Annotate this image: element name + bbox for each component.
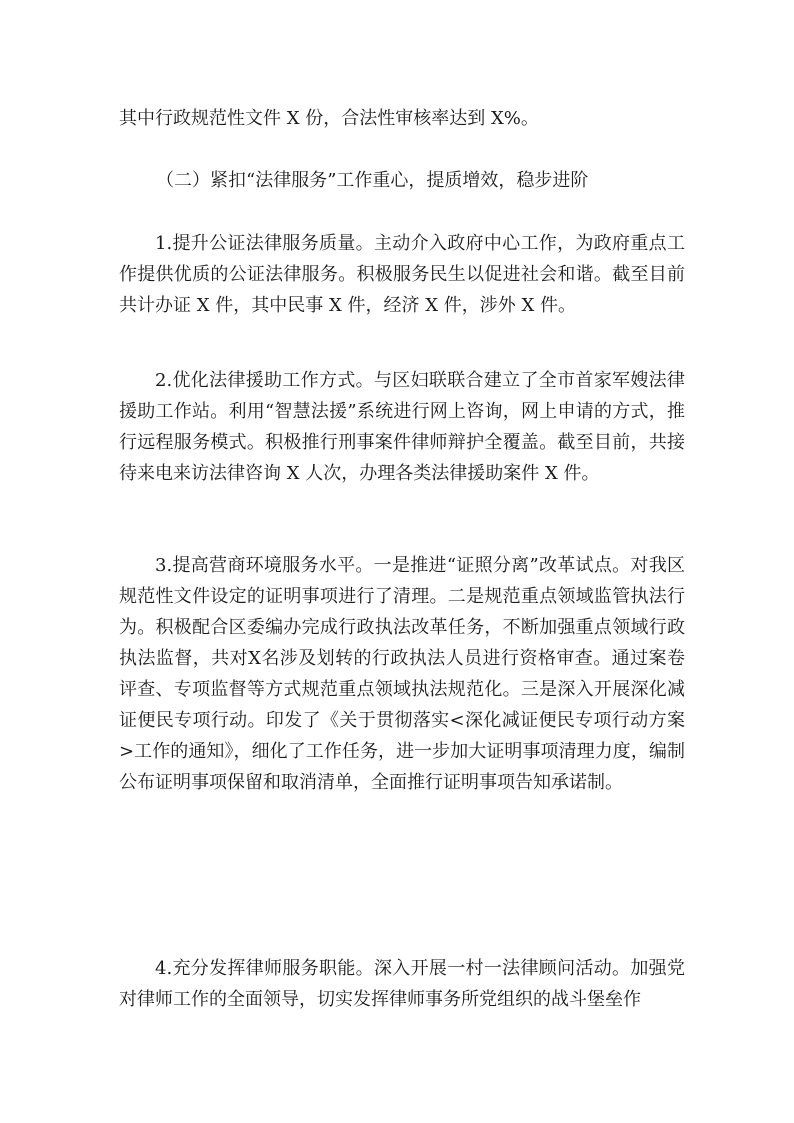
- paragraph-lawyer-services: 4.充分发挥律师服务职能。深入开展一村一法律顾问活动。加强党对律师工作的全面领导，切实发挥律师事务所党组织的战斗堡垒作: [119, 958, 685, 1010]
- paragraph-continuation: 其中行政规范性文件 X 份，合法性审核率达到 X%。: [119, 108, 539, 129]
- section-heading: （二）紧扣“法律服务”工作重心，提质增效，稳步进阶: [156, 170, 589, 191]
- paragraph-notary-service: 1.提升公证法律服务质量。主动介入政府中心工作，为政府重点工作提供优质的公证法律服务。积极服务民生以促进社会和谐。截至目前共计办证 X 件，其中民事 X 件，经济 X 件，涉外 X 件。: [119, 233, 685, 316]
- paragraph-business-environment: 3.提高营商环境服务水平。一是推进“证照分离”改革试点。对我区规范性文件设定的证明事项进行了清理。二是规范重点领域监管执法行为。积极配合区委编办完成行政执法改革任务，不断加强重点领域行政执法监督，共对X名涉及划转的行政执法人员进行资格审查。通过案卷评查、专项监督等方式规范重点领域执法规范化。三是深入开展深化减证便民专项行动。印发了《关于贯彻落实<深化减证便民专项行动方案>工作的通知》，细化了工作任务，进一步加大证明事项清理力度，编制公布证明事项保留和取消清单，全面推行证明事项告知承诺制。: [119, 555, 685, 793]
- paragraph-legal-aid: 2.优化法律援助工作方式。与区妇联联合建立了全市首家军嫂法律援助工作站。利用“智慧法援”系统进行网上咨询，网上申请的方式，推行远程服务模式。积极推行刑事案件律师辩护全覆盖。截至目前，共接待来电来访法律咨询 X 人次，办理各类法律援助案件 X 件。: [119, 370, 685, 484]
